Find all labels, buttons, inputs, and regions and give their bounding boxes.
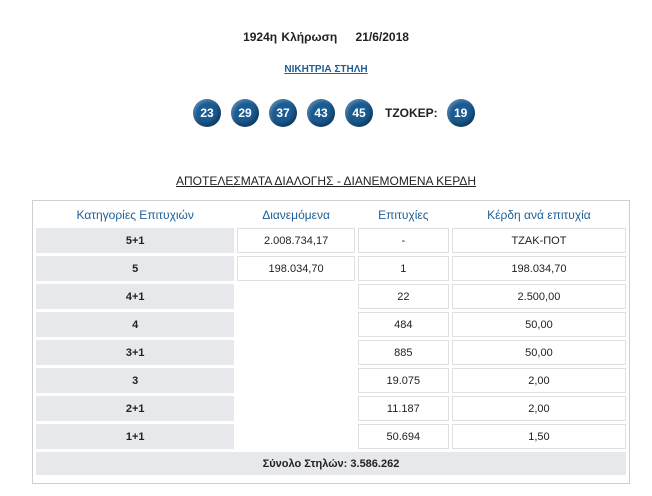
winning-column-link[interactable]: ΝΙΚΗΤΡΙΑ ΣΤΗΛΗ (284, 64, 368, 75)
column-header-winners: Επιτυχίες (378, 207, 429, 222)
table-row (36, 424, 626, 449)
prize-cell: ΤΖΑΚ-ΠΟΤ (452, 228, 626, 253)
distributed-cell-empty (237, 368, 354, 393)
number-ball: 45 (345, 99, 373, 127)
table-row (36, 396, 626, 421)
number-ball: 43 (307, 99, 335, 127)
table-row (36, 312, 626, 337)
distributed-cell-empty (237, 284, 354, 309)
prize-cell: 198.034,70 (452, 256, 626, 281)
winners-cell: 885 (358, 340, 449, 365)
category-cell: 2+1 (36, 396, 234, 421)
joker-label: ΤΖΟΚΕΡ: (385, 106, 438, 120)
prize-cell: 1,50 (452, 424, 626, 449)
prize-cell: 2.500,00 (452, 284, 626, 309)
number-ball: 37 (269, 99, 297, 127)
distributed-cell-empty (237, 312, 354, 337)
category-cell: 3 (36, 368, 234, 393)
distributed-cell: 2.008.734,17 (237, 228, 354, 253)
category-cell: 4 (36, 312, 234, 337)
winners-cell: 484 (358, 312, 449, 337)
winning-numbers (193, 99, 485, 127)
draw-date: 21/6/2018 (355, 30, 409, 44)
winners-cell: 1 (358, 256, 449, 281)
winners-cell: 11.187 (358, 396, 449, 421)
results-title: ΑΠΟΤΕΛΕΣΜΑΤΑ ΔΙΑΛΟΓΗΣ - ΔΙΑΝΕΜΟΜΕΝΑ ΚΕΡΔΗ (176, 174, 476, 188)
winners-cell: 50.694 (358, 424, 449, 449)
winners-cell: 19.075 (358, 368, 449, 393)
prize-cell: 50,00 (452, 312, 626, 337)
prize-cell: 50,00 (452, 340, 626, 365)
table-header-row (36, 204, 626, 225)
draw-title (0, 30, 652, 44)
table-row (36, 284, 626, 309)
distributed-cell-empty (237, 340, 354, 365)
category-cell: 4+1 (36, 284, 234, 309)
draw-number: 1924η Κλήρωση (243, 30, 338, 44)
distributed-cell-empty (237, 396, 354, 421)
prize-cell: 2,00 (452, 396, 626, 421)
distributed-cell-empty (237, 424, 354, 449)
column-header-category: Κατηγορίες Επιτυχιών (76, 207, 194, 222)
table-row (36, 228, 626, 253)
category-cell: 3+1 (36, 340, 234, 365)
table-row (36, 368, 626, 393)
results-table (33, 201, 629, 478)
column-header-distributed: Διανεμόμενα (262, 207, 330, 222)
category-cell: 5 (36, 256, 234, 281)
prize-cell: 2,00 (452, 368, 626, 393)
table-total-row (36, 452, 626, 475)
distributed-cell: 198.034,70 (237, 256, 354, 281)
number-ball: 29 (231, 99, 259, 127)
table-row (36, 256, 626, 281)
table-row (36, 340, 626, 365)
category-cell: 5+1 (36, 228, 234, 253)
category-cell: 1+1 (36, 424, 234, 449)
total-columns: Σύνολο Στηλών: 3.586.262 (36, 452, 626, 475)
joker-ball: 19 (447, 99, 475, 127)
column-header-prize: Κέρδη ανά επιτυχία (487, 207, 591, 222)
results-table-container (32, 200, 630, 484)
winners-cell: - (358, 228, 449, 253)
winners-cell: 22 (358, 284, 449, 309)
number-ball: 23 (193, 99, 221, 127)
